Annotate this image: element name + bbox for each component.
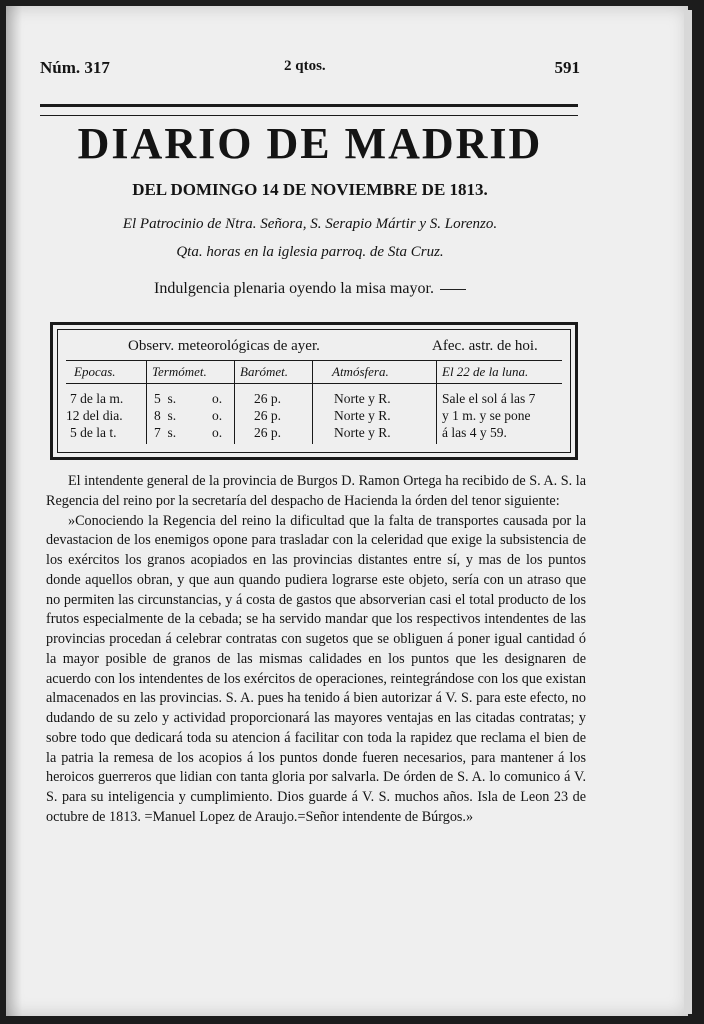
row-atmos: Norte y R. [334, 425, 391, 440]
page-edge [684, 10, 692, 1014]
column-divider [436, 360, 437, 444]
row-atmos: Norte y R. [334, 408, 391, 423]
astro-line: á las 4 y 59. [442, 425, 507, 440]
col-atmosphere: Atmósfera. [332, 364, 389, 379]
col-moon: El 22 de la luna. [442, 364, 529, 379]
astro-line: y 1 m. y se pone [442, 408, 531, 423]
row-temp-frac: o. [212, 408, 223, 423]
weather-title: Observ. meteorológicas de ayer. [128, 338, 320, 354]
indulgence-notice [40, 280, 580, 298]
page-number: 591 [554, 58, 580, 77]
dash-rule [440, 289, 466, 290]
issue-price: 2 qtos. [284, 58, 326, 74]
weather-table [50, 322, 578, 460]
article-body: »Conociendo la Regencia del reino la dificultad que la falta de transportes causada por la devastacion de los enemigos opone para trasladar con la celeridad que exige la subsistencia de los exércitos los granos acopiados en las provincias distantes entre sí, y mas de los puntos donde aquellos obran, y que aun quando pudiera lograrse este objeto, sería con un atraso que no permiten las circunstancias, y á costa de gastos que absorverian casi el total producto de los frutos especialmente de la cebada; se ha servido mandar que los respectivos intendentes de las provincias procedan á celebrar contratas con sugetos que se obliguen á poner igual cantidad ó la mayor posible de granos de las mismas calidades en los puntos que les designaren de acuerdo con los intendentes de los exércitos de operaciones, reintegrándose con los que existan almacenados en las provincias. S. A. pues ha tenido á bien autorizar á V. S. para este efecto, no dudando de su zelo y actividad proporcionará las mayores ventajas en las citadas contratas; y sobre todo que dedicará toda su atencion á facilitar con toda la rapidez que reclama el bien de la patria la remesa de los acopios á los puntos donde fueren necesarios, para mantener á los heroicos guerreros que lidian con tanta gloria por salvarla. De órden de S. A. lo comunico á V. S. para su inteligencia y cumplimiento. Dios guarde á V. S. muchos años. Isla de Leon 23 de octubre de 1813. =Manuel Lopez de Araujo.=Señor intendente de Búrgos.» [46, 512, 586, 825]
astro-title: Afec. astr. de hoi. [432, 338, 538, 354]
forty-hours-notice: Qta. horas en la iglesia parroq. de Sta Cruz. [176, 244, 444, 260]
binding-shadow [6, 6, 22, 1016]
col-barometer: Barómet. [240, 364, 289, 379]
row-epoch: 5 de la t. [70, 425, 117, 440]
row-temp-frac: o. [212, 391, 223, 406]
row-temp: 5 s. [154, 391, 177, 406]
issue-number: Núm. 317 [40, 58, 110, 77]
row-atmos: Norte y R. [334, 391, 391, 406]
table-rule [66, 383, 562, 384]
article-intro: El intendente general de la provincia de Burgos D. Ramon Ortega ha recibido de S. A. S. la Regencia del reino por la secretaría del despacho de Hacienda la órden del tenor siguiente: [46, 473, 586, 509]
header-rule [40, 104, 578, 116]
row-baro: 26 p. [254, 425, 281, 440]
row-baro: 26 p. [254, 391, 281, 406]
newspaper-page [6, 6, 688, 1016]
col-thermometer: Termómet. [152, 364, 207, 379]
row-temp: 7 s. [154, 425, 177, 440]
indulgence-text: Indulgencia plenaria oyendo la misa mayor. [154, 280, 434, 297]
row-temp-frac: o. [212, 425, 223, 440]
row-epoch: 12 del dia. [66, 408, 123, 423]
issue-date: DEL DOMINGO 14 DE NOVIEMBRE DE 1813. [132, 180, 488, 199]
column-divider [146, 360, 147, 444]
row-baro: 26 p. [254, 408, 281, 423]
masthead-title: DIARIO DE MADRID [77, 119, 543, 168]
table-rule [66, 360, 562, 361]
row-epoch: 7 de la m. [70, 391, 124, 406]
col-epochs: Epocas. [74, 364, 116, 379]
saints-of-day: El Patrocinio de Ntra. Señora, S. Serapio Mártir y S. Lorenzo. [122, 216, 498, 232]
astro-line: Sale el sol á las 7 [442, 391, 536, 406]
row-temp: 8 s. [154, 408, 177, 423]
article [46, 472, 586, 828]
column-divider [312, 360, 313, 444]
column-divider [234, 360, 235, 444]
weather-table-inner [57, 329, 571, 453]
